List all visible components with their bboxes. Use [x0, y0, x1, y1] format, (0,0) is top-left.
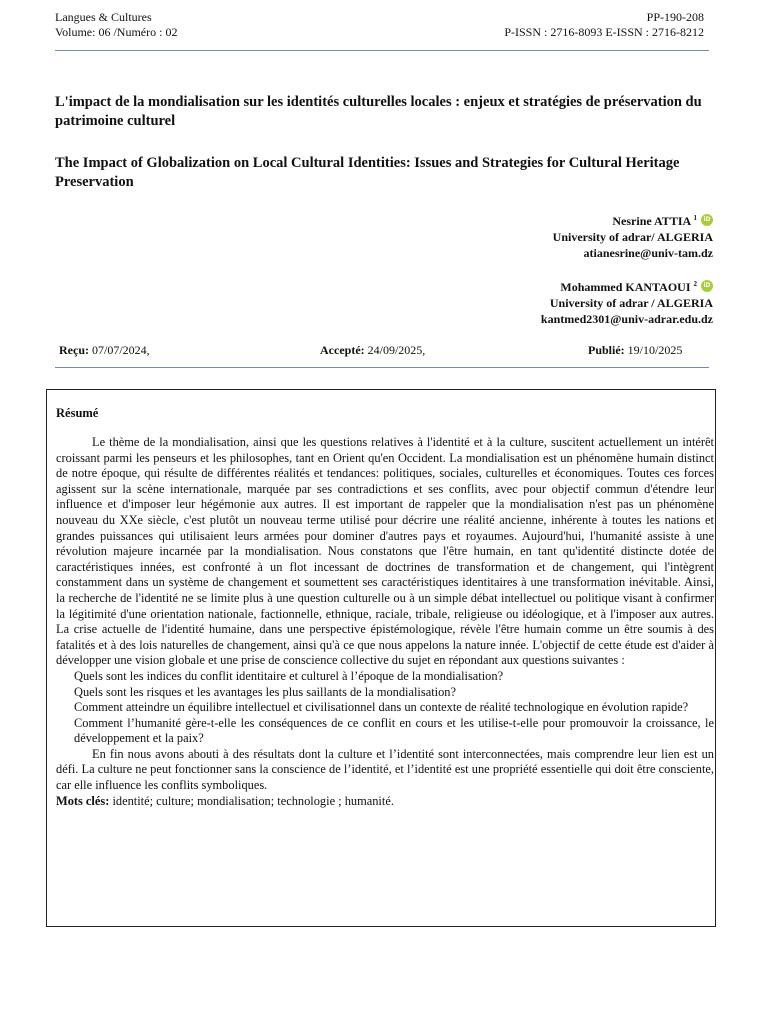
running-header-left — [55, 10, 177, 40]
title-english: The Impact of Globalization on Local Cultural Identities: Issues and Strategies for Cultural Heritage Preservation — [55, 155, 680, 190]
volume-number: Volume: 06 /Numéro : 02 — [55, 25, 178, 39]
keywords-list: identité; culture; mondialisation; technologie ; humanité. — [112, 793, 394, 808]
running-header-right — [504, 10, 704, 40]
research-question: Quels sont les indices du conflit identitaire et culturel à l’époque de la mondialisation? — [74, 668, 504, 683]
author-name: Mohammed KANTAOUI — [560, 280, 691, 294]
accepted-value: 24/09/2025, — [367, 343, 426, 357]
author-name: Nesrine ATTIA — [612, 214, 691, 228]
orcid-icon[interactable]: iD — [701, 280, 713, 292]
received-label: Reçu: — [59, 343, 89, 357]
header-rule — [55, 50, 709, 51]
abstract-paragraph: Le thème de la mondialisation, ainsi que les questions relatives à l'identité et à la culture, suscitent actuellement un intérêt croissant parmi les penseurs et les philosophes, tant en Orient qu'en Occident. La mondialisation est un phénomène humain distinct de notre époque, qui résulte de différentes réalités et tendances: politiques, sociales, culturelles et économiques. Toutes ces forces agissent sur la scène internationale, marquée par ses contradictions et ses conflits, avec pour objectif commun d'étendre leur influence et d'imposer leur hégémonie aux autres. Il est important de rappeler que la mondialisation n'est pas un phénomène nouveau du XXe siècle, c'est plutôt un nouveau terme utilisé pour décrire une réalité ancienne, inhérente à toutes les nations et grandes puissances qui utilisaient leurs armées pour dominer d'autres pays et royaumes. Aujourd'hui, l'humanité assiste à une révolution majeure incarnée par la mondialisation. Nous constatons que l'être humain, en tant qu'identité distincte dotée de caractéristiques innées, est confronté à un flot incessant de doctrines de transformation et de changement, qui l'intègrent constamment dans un système de changement et soumettent ses caractéristiques identitaires à une transformation inévitable. Ainsi, la recherche de l'identité ne se limite plus à une question culturelle ou à un simple débat intellectuel ou politique visant à confirmer la légitimité d'une orientation nationale, factionnelle, ethnique, raciale, tribale, religieuse ou idéologique, et à l'imposer aux autres. La crise actuelle de l'identité humaine, dans une perspective épistémologique, révèle l'être humain comme un être soumis à des fatalités et à des lois naturelles de changement, ainsi qu'à ce que nous appelons la nature innée. L'objectif de cette étude est d'aider à développer une vision globale et une prise de conscience collective du sujet en répondant aux questions suivantes : — [56, 435, 714, 668]
orcid-icon[interactable]: iD — [701, 214, 713, 226]
research-question: Comment atteindre un équilibre intellectuel et civilisationnel dans un contexte de réalité technologique en évolution rapide? — [74, 700, 689, 715]
published-value: 19/10/2025 — [627, 343, 683, 357]
author-email[interactable]: atianesrine@univ-tam.dz — [583, 246, 713, 260]
received-date — [59, 342, 150, 358]
author-block-2 — [541, 276, 713, 327]
keywords-label: Mots clés: — [56, 793, 110, 808]
author-affiliation: University of adrar / ALGERIA — [549, 296, 713, 310]
author-affiliation: University of adrar/ ALGERIA — [552, 230, 713, 244]
published-label: Publié: — [588, 343, 625, 357]
research-question: Comment l’humanité gère-t-elle les conséquences de ce conflit en cours et les utilise-t-elle pour promouvoir la croissance, le développement et la paix? — [74, 715, 714, 746]
dates-rule — [55, 367, 709, 368]
keywords — [56, 794, 714, 810]
abstract-box — [46, 389, 716, 927]
abstract-conclusion: En fin nous avons abouti à des résultats dont la culture et l’identité sont interconnectées, mais comprendre leur lien est un défi. La culture ne peut fonctionner sans la conscience de l’identité, et l’identité est une propriété essentielle qui doit être consciente, car elle influence les conflits symboliques. — [56, 746, 714, 793]
title-french: L'impact de la mondialisation sur les identités culturelles locales : enjeux et stratégies de préservation du patrimoine culturel — [55, 94, 702, 129]
published-date — [588, 342, 682, 358]
abstract-heading: Résumé — [56, 406, 99, 420]
research-question: Quels sont les risques et les avantages les plus saillants de la mondialisation? — [74, 684, 456, 699]
abstract-body — [56, 435, 714, 809]
accepted-label: Accepté: — [320, 343, 365, 357]
issn: P-ISSN : 2716-8093 E-ISSN : 2716-8212 — [504, 25, 704, 39]
accepted-date — [320, 342, 425, 358]
author-mark: 2 — [693, 280, 697, 288]
author-email[interactable]: kantmed2301@univ-adrar.edu.dz — [540, 312, 713, 326]
author-block-1 — [553, 210, 713, 261]
journal-name: Langues & Cultures — [55, 10, 152, 24]
author-mark: 1 — [693, 214, 697, 222]
received-value: 07/07/2024, — [92, 343, 150, 357]
page-code: PP-190-208 — [646, 10, 704, 24]
